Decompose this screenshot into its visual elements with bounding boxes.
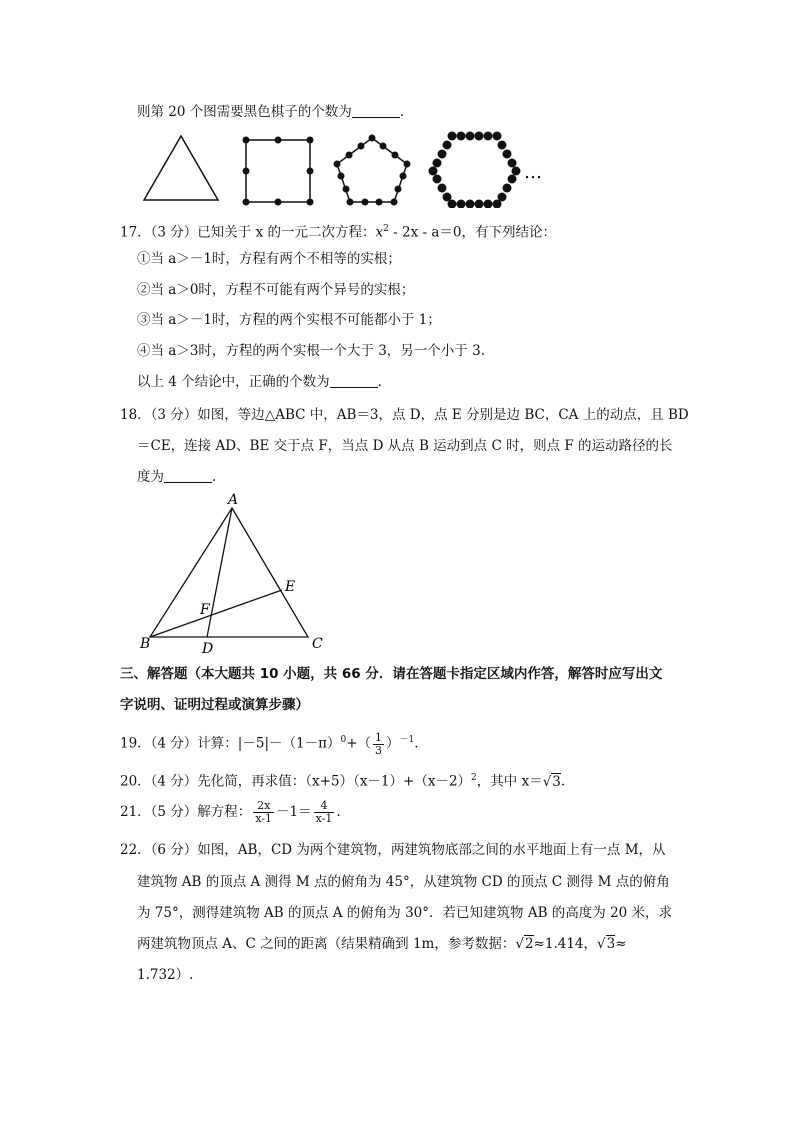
q17-conclusion: 以上 4 个结论中，正确的个数为 .: [137, 374, 382, 390]
section3-title-line1: 三、解答题（本大题共 10 小题，共 66 分．请在答题卡指定区域内作答，解答时应写出文: [120, 666, 663, 682]
sqrt-3: √3: [542, 773, 561, 790]
hexagon-figure: [429, 132, 521, 209]
q18-line-3: 度为 .: [137, 469, 217, 485]
label-a: A: [228, 492, 239, 508]
q22-line-4: 两建筑物顶点 A、C 之间的距离（结果精确到 1m，参考数据：√2≈1.414，√3≈: [137, 936, 627, 952]
segment-be: [150, 590, 282, 637]
q18-triangle-figure: [130, 490, 340, 660]
q22-line-2: 建筑物 AB 的顶点 A 测得 M 点的俯角为 45°，从建筑物 CD 的顶点 C 测得 M 点的俯角: [137, 874, 670, 890]
q21-text: 21．（5 分）解方程： $\frac{2x}{x-1}$ －1＝ $\frac{4}{x-1}$ .: [120, 799, 341, 825]
label-f: F: [200, 602, 210, 618]
q17-item-3: ③当 a＞－1时，方程的两个实根不可能都小于 1；: [137, 312, 441, 328]
q18-line-1: 18．（3 分）如图，等边△ABC 中，AB＝3，点 D，点 E 分别是边 BC，CA 上的动点，且 BD: [120, 407, 689, 423]
q19-text: 19．（4 分）计算：$|-5|-(1-\pi)^0+$（ $\frac{1}{3}$ ）$^{-1}$.: [120, 730, 419, 757]
sqrt-3: √3: [597, 936, 616, 952]
section3-title-line2: 字说明、证明过程或演算步骤）: [120, 697, 309, 713]
q18-line-2: ＝CE，连接 AD、BE 交于点 F，当点 D 从点 B 运动到点 C 时，则点 F 的运动路径的长: [137, 438, 673, 454]
answer-blank: [164, 468, 212, 483]
triangle-figure: [144, 136, 218, 200]
answer-blank: [352, 103, 400, 118]
label-c: C: [312, 636, 323, 652]
q17-header: 17．（3 分）已知关于 x 的一元二次方程：$x^2 - 2x - a=0$，有下列结论：: [120, 224, 557, 241]
q16-tail: 则第 20 个图需要黑色棋子的个数为: [137, 104, 352, 120]
label-d: D: [202, 641, 214, 657]
q21-fraction-left: $\frac{2x}{x-1}$: [255, 799, 273, 825]
ellipsis: …: [524, 162, 542, 183]
q19-fraction: $\frac{1}{3}$: [375, 730, 383, 757]
label-b: B: [140, 636, 151, 652]
answer-blank: [330, 373, 378, 388]
square-figure: [243, 137, 314, 206]
q22-line-1: 22．（6 分）如图，AB，CD 为两个建筑物，两建筑物底部之间的水平地面上有一点 M，从: [120, 842, 666, 858]
q21-fraction-right: $\frac{4}{x-1}$: [315, 799, 333, 825]
q16-pattern-figure: [140, 128, 560, 208]
q22-line-5: 1.732）.: [137, 967, 194, 983]
q16-text: 则第 20 个图需要黑色棋子的个数为 .: [137, 104, 405, 120]
q20-text: 20．（4 分）先化简，再求值：$(x+5)(x-1)+(x-2)^2$，其中 x＝√3.: [120, 773, 566, 790]
q17-item-1: ①当 a＞－1时，方程有两个不相等的实根；: [137, 251, 401, 267]
pentagon-figure: [334, 135, 411, 206]
q22-line-3: 为 75°，测得建筑物 AB 的顶点 A 的俯角为 30°．若已知建筑物 AB 的高度为 20 米，求: [137, 905, 673, 921]
q17-item-4: ④当 a＞3时，方程的两个实根一个大于 3，另一个小于 3.: [137, 343, 485, 359]
triangle-abc: [150, 508, 308, 637]
label-e: E: [285, 579, 296, 595]
sqrt-2: √2: [515, 936, 534, 952]
q17-item-2: ②当 a＞0时，方程不可能有两个异号的实根；: [137, 282, 415, 298]
